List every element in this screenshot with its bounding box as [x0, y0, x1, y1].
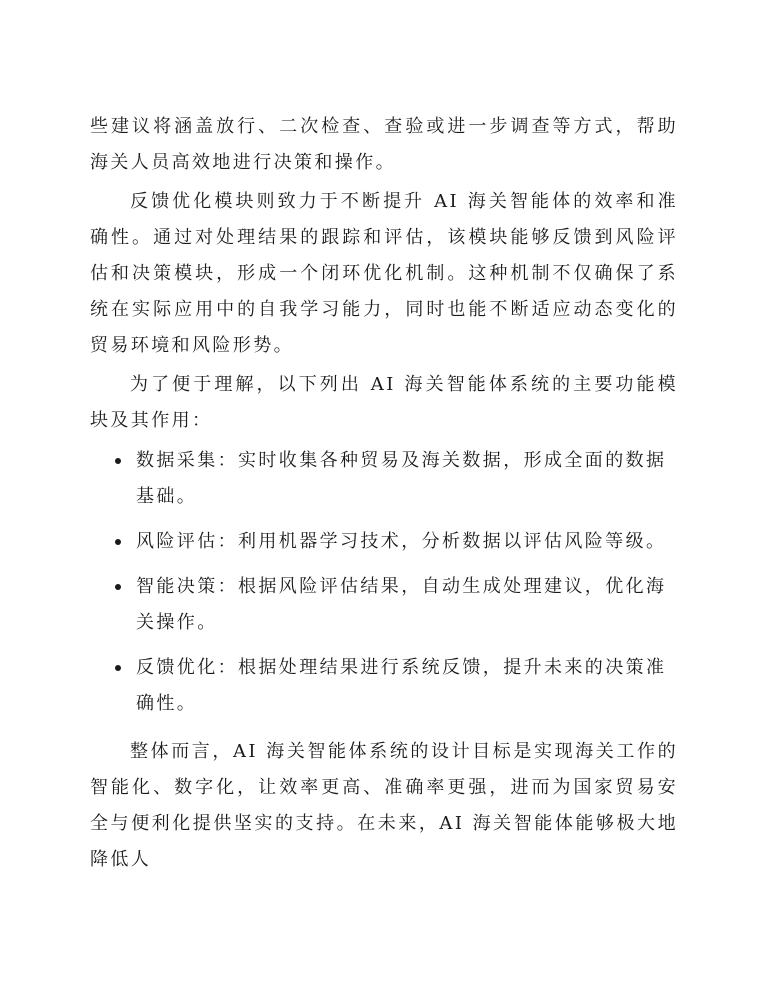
bullet-icon [115, 539, 121, 545]
paragraph-feedback-module: 反馈优化模块则致力于不断提升 AI 海关智能体的效率和准确性。通过对处理结果的跟踪和评估，该模块能够反馈到风险评估和决策模块，形成一个闭环优化机制。这种机制不仅确保了系统在实际应用中的自我学习能力，同时也能不断适应动态变化的贸易环境和风险形势。 [90, 191, 678, 356]
paragraph-continuation: 些建议将涵盖放行、二次检查、查验或进一步调查等方式，帮助海关人员高效地进行决策和操作。 [90, 116, 678, 173]
paragraph-summary: 整体而言，AI 海关智能体系统的设计目标是实现海关工作的智能化、数字化，让效率更高、准确率更强，进而为国家贸易安全与便利化提供坚实的支持。在未来，AI 海关智能体能够极大地降低人 [90, 741, 678, 870]
list-item-text: 反馈优化：根据处理结果进行系统反馈，提升未来的决策准确性。 [136, 657, 667, 714]
bullet-icon [115, 584, 121, 590]
list-item [136, 524, 678, 560]
list-item-text: 智能决策：根据风险评估结果，自动生成处理建议，优化海关操作。 [136, 576, 667, 633]
list-item [136, 443, 678, 515]
list-item [136, 650, 678, 722]
function-module-list [90, 443, 678, 722]
paragraph-list-intro: 为了便于理解，以下列出 AI 海关智能体系统的主要功能模块及其作用： [90, 374, 678, 431]
list-item [136, 569, 678, 641]
list-item-text: 风险评估：利用机器学习技术，分析数据以评估风险等级。 [136, 531, 667, 552]
list-item-text: 数据采集：实时收集各种贸易及海关数据，形成全面的数据基础。 [136, 450, 667, 507]
bullet-icon [115, 458, 121, 464]
bullet-icon [115, 665, 121, 671]
